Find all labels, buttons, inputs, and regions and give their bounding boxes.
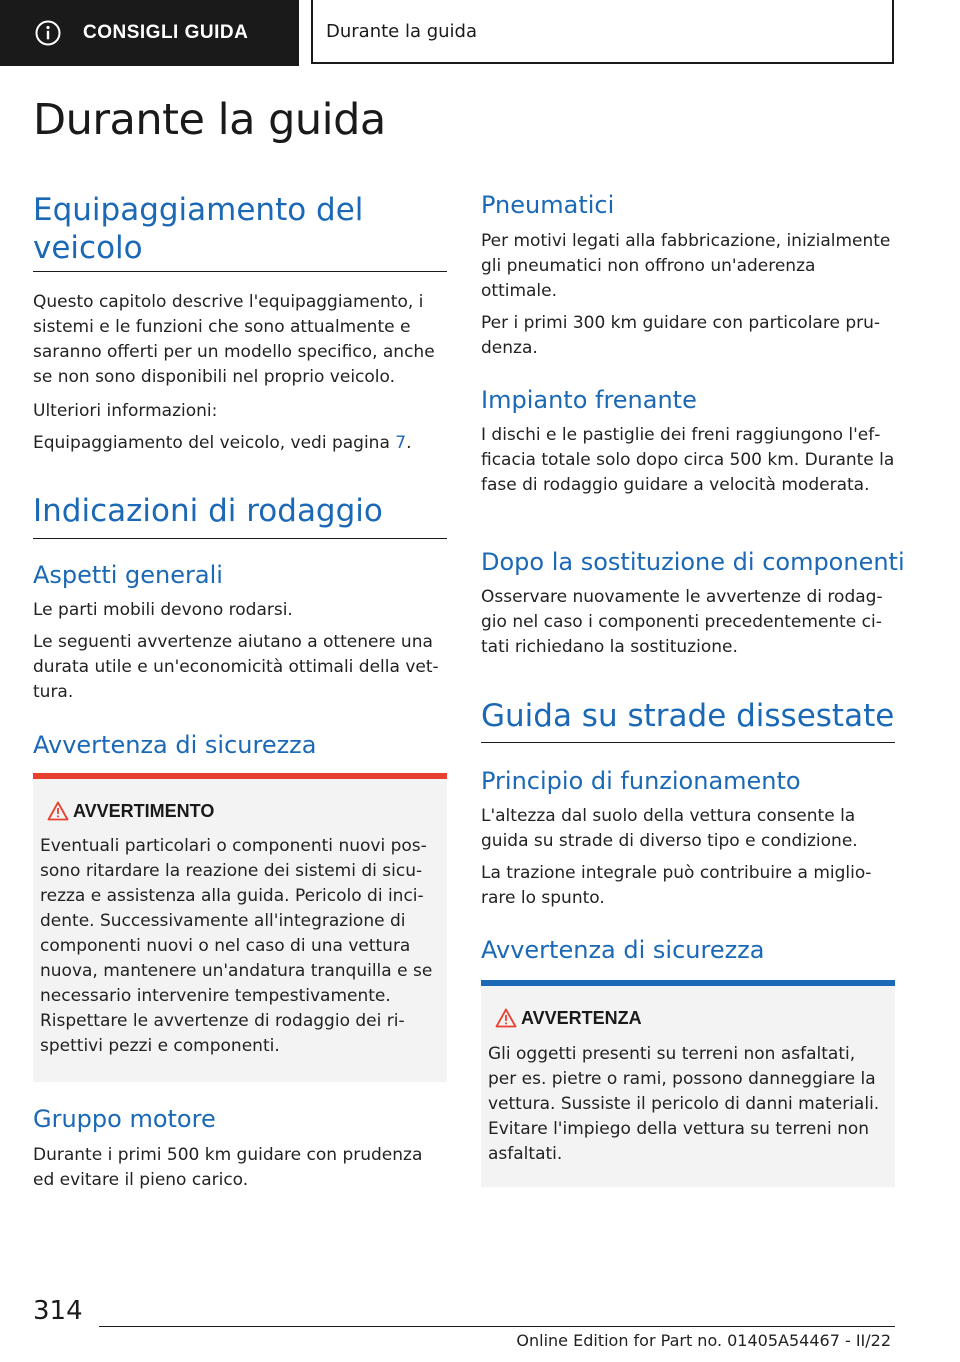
heading-strade-dissestate: Guida su strade dissestate bbox=[481, 698, 895, 734]
heading-avvertenza-sicurezza: Avvertenza di sicurezza bbox=[481, 936, 765, 964]
section-tab-label: CONSIGLI GUIDA bbox=[83, 22, 249, 43]
paragraph: I dischi e le pastiglie dei freni raggiungono l'efficacia totale solo dopo circa 500 km. Durante la fase di rodaggio guidare a velocità moderata. bbox=[481, 425, 895, 495]
paragraph: Per i primi 300 km guidare con particolare prudenza. bbox=[481, 313, 881, 358]
page-reference-link[interactable]: 7 bbox=[395, 433, 407, 453]
page-title: Durante la guida bbox=[33, 95, 386, 145]
paragraph: L'altezza dal suolo della vettura consente la guida su strade di diverso tipo e condizione. bbox=[481, 806, 858, 851]
heading-principio: Principio di funzionamento bbox=[481, 767, 801, 795]
heading-aspetti-generali: Aspetti generali bbox=[33, 561, 223, 589]
paragraph: Ulteriori informazioni: bbox=[33, 401, 218, 421]
warning-box bbox=[33, 773, 447, 1082]
paragraph: La trazione integrale può contribuire a migliorare lo spunto. bbox=[481, 863, 872, 908]
section-tab bbox=[0, 0, 299, 66]
heading-pneumatici: Pneumatici bbox=[481, 191, 615, 219]
warning-text: Eventuali particolari o componenti nuovi possono ritardare la reazione dei sistemi di sicurezza e assistenza alla guida. Pericolo di incidente. Successivamente all'integrazione di componenti nuovi o nel caso di una vettura nuova, mantenere un'andatura tranquilla e se necessario intervenire tempestivamente. Rispettare le avvertenze di rodaggio dei rispettivi pezzi e componenti. bbox=[40, 836, 433, 1056]
notice-title: AVVERTENZA bbox=[521, 1008, 642, 1028]
heading-rodaggio: Indicazioni di rodaggio bbox=[33, 493, 383, 529]
notice-box bbox=[481, 980, 895, 1187]
heading-sostituzione: Dopo la sostituzione di componenti bbox=[481, 548, 905, 576]
divider bbox=[33, 271, 447, 272]
heading-impianto-frenante: Impianto frenante bbox=[481, 386, 697, 414]
paragraph-text: Equipaggiamento del veicolo, vedi pagina bbox=[33, 433, 396, 453]
warning-triangle-icon bbox=[47, 801, 69, 821]
divider bbox=[33, 538, 447, 539]
paragraph: Le parti mobili devono rodarsi. bbox=[33, 600, 293, 620]
heading-equipaggiamento: Equipaggiamento del veicolo bbox=[33, 192, 364, 266]
heading-avvertenza-sicurezza: Avvertenza di sicurezza bbox=[33, 731, 317, 759]
notice-text: Gli oggetti presenti su terreni non asfaltati, per es. pietre o rami, possono danneggiare la vettura. Sussiste il pericolo di danni materiali. Evitare l'impiego della vettura su terreni non asfaltati. bbox=[488, 1044, 880, 1164]
info-icon bbox=[35, 20, 61, 46]
paragraph: Le seguenti avvertenze aiutano a ottenere una durata utile e un'economicità ottimali della vettura. bbox=[33, 632, 439, 702]
page-header bbox=[0, 0, 960, 66]
paragraph: Questo capitolo descrive l'equipaggiamento, i sistemi e le funzioni che sono attualmente e saranno offerti per un modello specifico, anche se non sono disponibili nel proprio veicolo. bbox=[33, 292, 435, 387]
heading-gruppo-motore: Gruppo motore bbox=[33, 1105, 216, 1133]
divider bbox=[481, 742, 895, 743]
footer-divider bbox=[99, 1326, 895, 1327]
paragraph: Osservare nuovamente le avvertenze di rodaggio nel caso i componenti precedentemente citati richiedano la sostituzione. bbox=[481, 587, 883, 657]
paragraph: Durante i primi 500 km guidare con prudenza ed evitare il pieno carico. bbox=[33, 1145, 423, 1190]
paragraph bbox=[33, 431, 447, 456]
paragraph: Per motivi legati alla fabbricazione, inizialmente gli pneumatici non offrono un'aderenza ottimale. bbox=[481, 231, 891, 301]
warning-title: AVVERTIMENTO bbox=[73, 801, 215, 821]
edition-note: Online Edition for Part no. 01405A54467 - II/22 bbox=[516, 1331, 891, 1350]
warning-triangle-icon bbox=[495, 1008, 517, 1028]
chapter-tab-label: Durante la guida bbox=[326, 20, 478, 42]
paragraph-end: . bbox=[406, 433, 412, 453]
page-number: 314 bbox=[33, 1296, 83, 1326]
chapter-tab bbox=[311, 0, 894, 64]
